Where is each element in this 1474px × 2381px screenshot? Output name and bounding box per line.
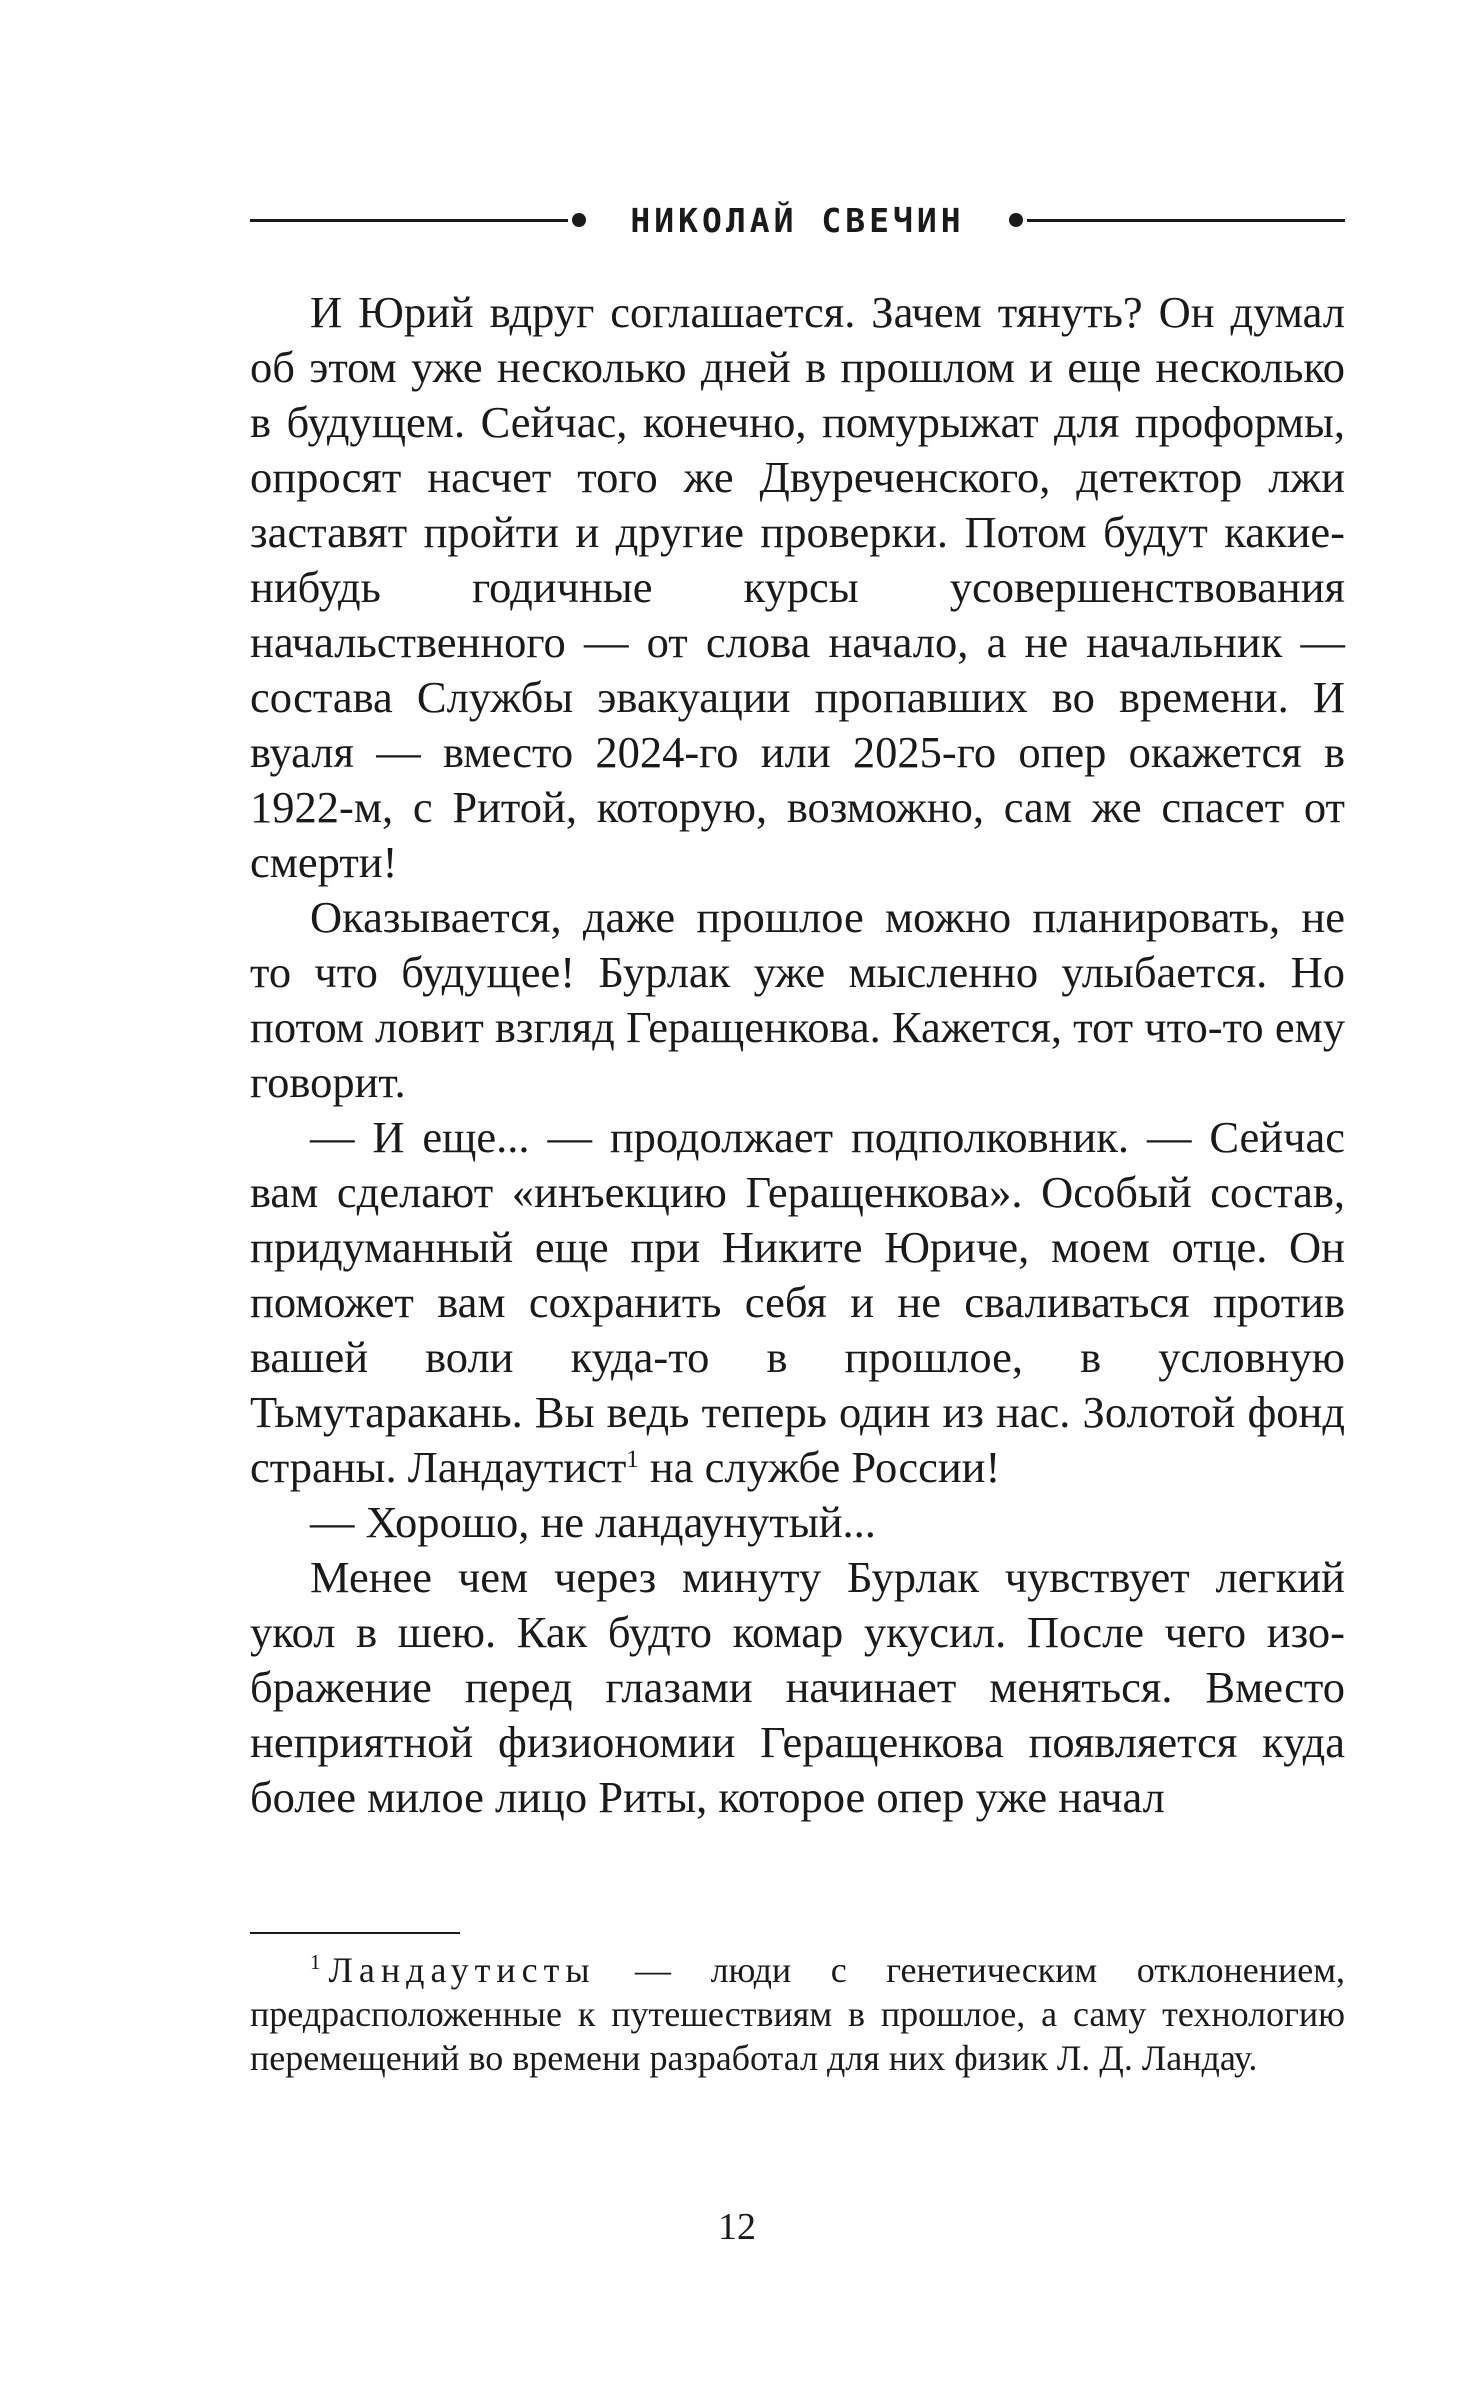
header-rule-left bbox=[250, 219, 568, 222]
header-rule-right bbox=[1027, 219, 1345, 222]
page-number: 12 bbox=[718, 2206, 756, 2248]
footnote-reference[interactable]: 1 bbox=[626, 1446, 639, 1473]
paragraph: И Юрий вдруг соглашается. Зачем тянуть? Он думал об этом уже несколько дней в прошлом и еще несколько в будущем. Сейчас, конечно, помурыжат для проформы, опросят насчет того же Двуреченского, детектор лжи заставят пройти и другие проверки. Потом будут какие-нибудь годичные курсы усовершенствования начальственного — от слова начало, а не начальник — состава Службы эвакуации пропавших во времени. И вуаля — вместо 2024-го или 2025-го опер окажется в 1922-м, с Ритой, которую, возможно, сам же спасет от смерти! bbox=[250, 287, 1345, 887]
paragraph: Менее чем через минуту Бурлак чувствует легкий укол в шею. Как будто комар укусил. После чего изображение перед глазами начинает меняться. Вместо неприятной физиономии Геращенкова появляется куда более милое лицо Риты, которое опер уже начал bbox=[250, 1552, 1345, 1822]
footnote-mark: 1 bbox=[310, 1950, 321, 1974]
footnote-term: Ландаутисты bbox=[328, 1950, 596, 1990]
paragraph-text: — И еще... — продолжает подполковник. — Сейчас вам сделают «инъекцию Геращенкова». Особый состав, придуманный еще при Никите Юриче, моем отце. Он поможет вам сохранить себя и не сваливаться против вашей воли куда-то в прошлое, в условную Тьмутаракань. Вы ведь теперь один из нас. Золотой фонд страны. Ландаутист bbox=[250, 1112, 1345, 1492]
footnote-text: — люди с генетическим отклонением, предрасположенные к путешествиям в прошлое, а саму технологию перемещений во времени разработал для них физик Л. Д. Ландау. bbox=[250, 1950, 1345, 2078]
header-bullet-right bbox=[1009, 213, 1023, 227]
paragraph-text: на службе России! bbox=[638, 1442, 1001, 1492]
body-text bbox=[250, 285, 1345, 1825]
running-header bbox=[250, 190, 1345, 250]
header-bullet-left bbox=[572, 213, 586, 227]
paragraph bbox=[250, 1110, 1345, 1495]
footnote bbox=[250, 1948, 1345, 2080]
author-name: НИКОЛАЙ СВЕЧИН bbox=[630, 200, 965, 240]
paragraph: Оказывается, даже прошлое можно планировать, не то что будущее! Бурлак уже мысленно улыбается. Но потом ловит взгляд Геращенкова. Кажется, тот что-то ему говорит. bbox=[250, 892, 1345, 1107]
paragraph: — Хорошо, не ландаунутый... bbox=[310, 1497, 876, 1547]
footnote-separator bbox=[250, 1932, 460, 1934]
